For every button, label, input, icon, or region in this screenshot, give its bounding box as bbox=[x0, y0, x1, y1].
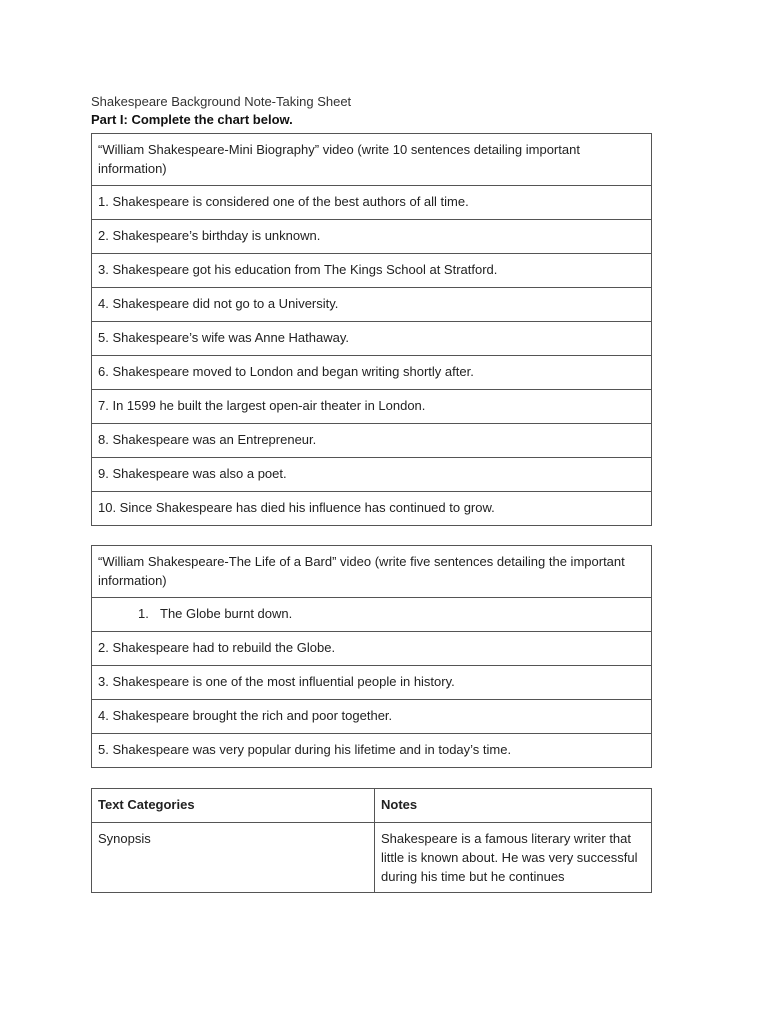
table-row: 4. Shakespeare did not go to a University. bbox=[92, 288, 652, 322]
table-header: “William Shakespeare-Mini Biography” video (write 10 sentences detailing important information) bbox=[92, 134, 652, 186]
table-row: 8. Shakespeare was an Entrepreneur. bbox=[92, 424, 652, 458]
table-row: 3. Shakespeare is one of the most influential people in history. bbox=[92, 666, 652, 700]
row-text: The Globe burnt down. bbox=[160, 606, 293, 621]
part-heading: Part I: Complete the chart below. bbox=[91, 112, 293, 127]
table-row: 4. Shakespeare brought the rich and poor together. bbox=[92, 700, 652, 734]
table-row: 9. Shakespeare was also a poet. bbox=[92, 458, 652, 492]
category-cell: Synopsis bbox=[92, 823, 375, 893]
table-row: 2. Shakespeare’s birthday is unknown. bbox=[92, 220, 652, 254]
text-categories-table bbox=[91, 788, 652, 893]
table-row: 5. Shakespeare’s wife was Anne Hathaway. bbox=[92, 322, 652, 356]
table-row: 2. Shakespeare had to rebuild the Globe. bbox=[92, 632, 652, 666]
table-row: 10. Since Shakespeare has died his influence has continued to grow. bbox=[92, 492, 652, 526]
column-header-notes: Notes bbox=[375, 789, 652, 823]
column-header-categories: Text Categories bbox=[92, 789, 375, 823]
document-title: Shakespeare Background Note-Taking Sheet bbox=[91, 94, 352, 109]
table-row: 6. Shakespeare moved to London and began writing shortly after. bbox=[92, 356, 652, 390]
table-row: 7. In 1599 he built the largest open-air theater in London. bbox=[92, 390, 652, 424]
table-row: 1. Shakespeare is considered one of the best authors of all time. bbox=[92, 186, 652, 220]
table-row: 5. Shakespeare was very popular during his lifetime and in today’s time. bbox=[92, 734, 652, 768]
list-number: 1. bbox=[138, 606, 149, 621]
table-row bbox=[92, 598, 652, 632]
table-header: “William Shakespeare-The Life of a Bard” video (write five sentences detailing the important information) bbox=[92, 546, 652, 598]
table-row: 3. Shakespeare got his education from The Kings School at Stratford. bbox=[92, 254, 652, 288]
mini-biography-table bbox=[91, 133, 652, 526]
life-of-a-bard-table bbox=[91, 545, 652, 768]
notes-cell: Shakespeare is a famous literary writer that little is known about. He was very successful during his time but he continues bbox=[375, 823, 652, 893]
